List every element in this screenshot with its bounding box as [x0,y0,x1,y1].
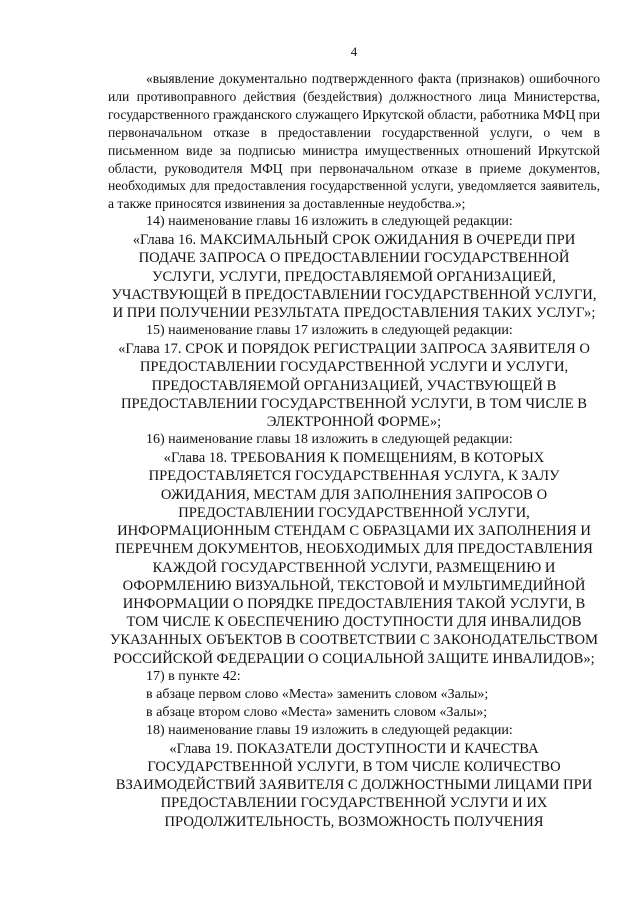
chapter-16-title: «Глава 16. МАКСИМАЛЬНЫЙ СРОК ОЖИДАНИЯ В ОЧЕРЕДИ ПРИ ПОДАЧЕ ЗАПРОСА О ПРЕДОСТАВЛЕНИИ ГОСУДАРСТВЕННОЙ УСЛУГИ, УСЛУГИ, ПРЕДОСТАВЛЯЕМОЙ ОРГАНИЗАЦИЕЙ, УЧАСТВУЮЩЕЙ В ПРЕДОСТАВЛЕНИИ ГОСУДАРСТВЕННОЙ УСЛУГИ, И ПРИ ПОЛУЧЕНИИ РЕЗУЛЬТАТА ПРЕДОСТАВЛЕНИЯ ТАКИХ УСЛУГ»; [111,232,597,322]
intro-paragraph: «выявление документально подтвержденного факта (признаков) ошибочного или противоправного действия (бездействия) должностного лица Министерства, государственного гражданского служащего Иркутской области, работника МФЦ при первоначальном отказе в предоставлении государственной услуги, о чем в письменном виде за подписью министра имущественных отношений Иркутской области, руководителя МФЦ при первоначальном отказе в приеме документов, необходимых для предоставления государственной услуги, уведомляется заявитель, а также приносятся извинения за доставленные неудобства.»; [108,71,600,212]
item-17-second-paragraph: в абзаце втором слово «Места» заменить словом «Залы»; [146,704,488,720]
item-17-first-paragraph: в абзаце первом слово «Места» заменить словом «Залы»; [146,686,489,702]
item-14: 14) наименование главы 16 изложить в следующей редакции: [146,214,513,230]
chapter-17-title: «Глава 17. СРОК И ПОРЯДОК РЕГИСТРАЦИИ ЗАПРОСА ЗАЯВИТЕЛЯ О ПРЕДОСТАВЛЕНИИ ГОСУДАРСТВЕННОЙ УСЛУГИ И УСЛУГИ, ПРЕДОСТАВЛЯЕМОЙ ОРГАНИЗАЦИЕЙ, УЧАСТВУЮЩЕЙ В ПРЕДОСТАВЛЕНИИ ГОСУДАРСТВЕННОЙ УСЛУГИ, В ТОМ ЧИСЛЕ В ЭЛЕКТРОННОЙ ФОРМЕ»; [118,341,590,431]
item-15: 15) наименование главы 17 изложить в следующей редакции: [146,323,513,339]
chapter-19-title: «Глава 19. ПОКАЗАТЕЛИ ДОСТУПНОСТИ И КАЧЕСТВА ГОСУДАРСТВЕННОЙ УСЛУГИ, В ТОМ ЧИСЛЕ КОЛИЧЕСТВО ВЗАИМОДЕЙСТВИЙ ЗАЯВИТЕЛЯ С ДОЛЖНОСТНЫМИ ЛИЦАМИ ПРИ ПРЕДОСТАВЛЕНИИ ГОСУДАРСТВЕННОЙ УСЛУГИ И ИХ ПРОДОЛЖИТЕЛЬНОСТЬ, ВОЗМОЖНОСТЬ ПОЛУЧЕНИЯ [115,740,593,830]
item-16: 16) наименование главы 18 изложить в следующей редакции: [146,432,513,448]
page-number: 4 [350,44,358,59]
chapter-18-title: «Глава 18. ТРЕБОВАНИЯ К ПОМЕЩЕНИЯМ, В КОТОРЫХ ПРЕДОСТАВЛЯЕТСЯ ГОСУДАРСТВЕННАЯ УСЛУГА, К ЗАЛУ ОЖИДАНИЯ, МЕСТАМ ДЛЯ ЗАПОЛНЕНИЯ ЗАПРОСОВ О ПРЕДОСТАВЛЕНИИ ГОСУДАРСТВЕННОЙ УСЛУГИ, ИНФОРМАЦИОННЫМ СТЕНДАМ С ОБРАЗЦАМИ ИХ ЗАПОЛНЕНИЯ И ПЕРЕЧНЕМ ДОКУМЕНТОВ, НЕОБХОДИМЫХ ДЛЯ ПРЕДОСТАВЛЕНИЯ КАЖДОЙ ГОСУДАРСТВЕННОЙ УСЛУГИ, РАЗМЕЩЕНИЮ И ОФОРМЛЕНИЮ ВИЗУАЛЬНОЙ, ТЕКСТОВОЙ И МУЛЬТИМЕДИЙНОЙ ИНФОРМАЦИИ О ПОРЯДКЕ ПРЕДОСТАВЛЕНИЯ ТАКОЙ УСЛУГИ, В ТОМ ЧИСЛЕ К ОБЕСПЕЧЕНИЮ ДОСТУПНОСТИ ДЛЯ ИНВАЛИДОВ УКАЗАННЫХ ОБЪЕКТОВ В СООТВЕТСТВИИ С ЗАКОНОДАТЕЛЬСТВОМ РОССИЙСКОЙ ФЕДЕРАЦИИ О СОЦИАЛЬНОЙ ЗАЩИТЕ ИНВАЛИДОВ»; [110,450,598,667]
item-17: 17) в пункте 42: [146,668,241,684]
item-18: 18) наименование главы 19 изложить в следующей редакции: [146,722,513,738]
